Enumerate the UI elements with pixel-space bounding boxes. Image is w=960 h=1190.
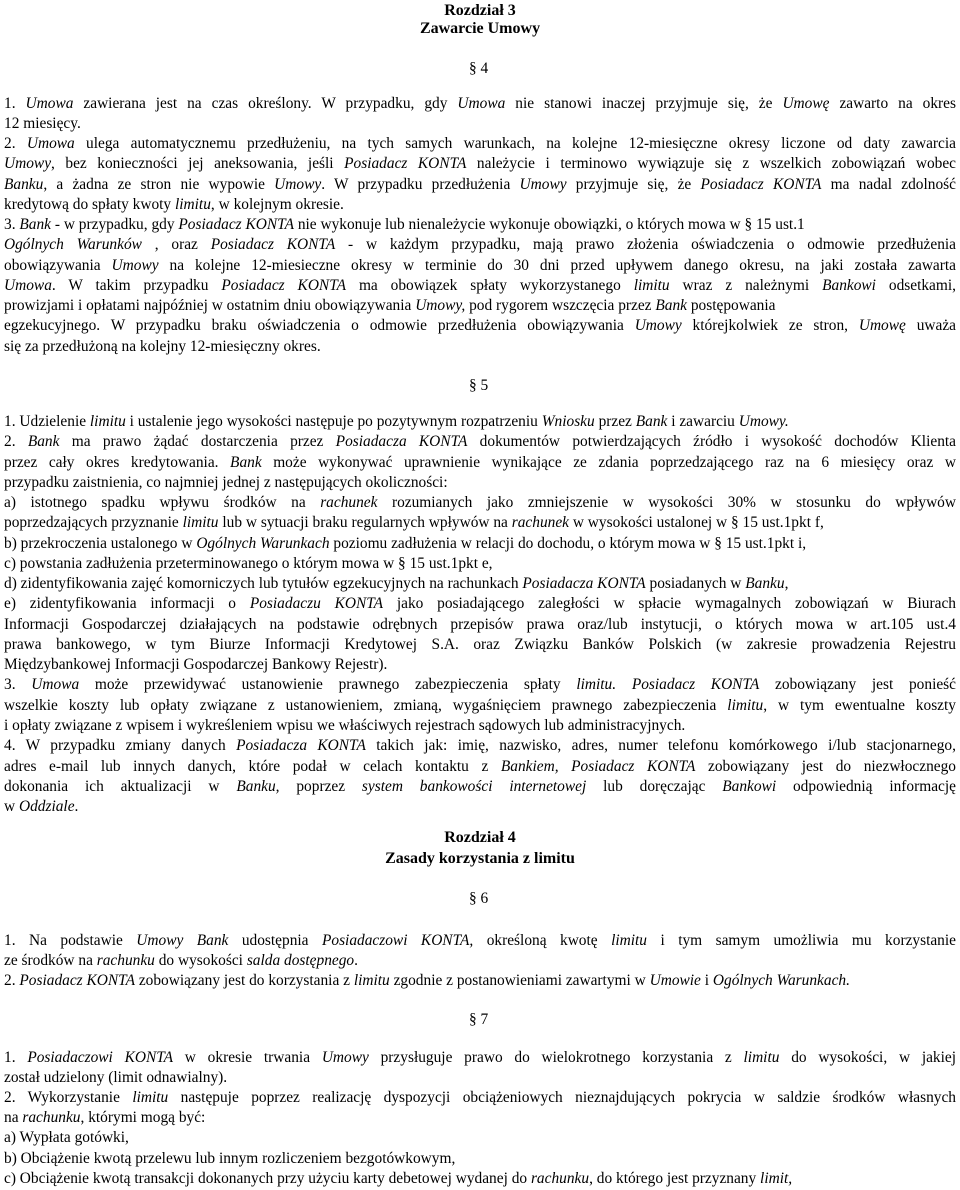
- text-run: 3.: [4, 216, 20, 233]
- italic-term: Banku,: [236, 778, 280, 795]
- text-run: e) zidentyfikowania informacji o: [4, 595, 250, 612]
- text-run: odpowiednią informację: [776, 778, 956, 795]
- text-run: , a żadna ze stron nie wypowie: [43, 176, 275, 193]
- text-run: zawarto na okres: [829, 95, 956, 112]
- paragraph-line: [4, 174, 956, 196]
- text-run: - w każdym przypadku, mają prawo złożenia oświadczenia o odmowie przedłużenia: [335, 236, 956, 253]
- paragraph-line: [4, 492, 956, 514]
- italic-term: rachunku: [96, 952, 155, 969]
- section-number: [469, 375, 509, 397]
- text-run: Międzybankowej Informacji Gospodarczej Bankowy Rejestr).: [4, 656, 388, 673]
- text-run: takich jak: imię, nazwisko, adres, numer telefonu komórkowego i/lub stacjonarnego,: [365, 737, 956, 754]
- text-run: poziomu zadłużenia w relacji do dochodu, o którym mowa w § 15 ust.1pkt i,: [329, 535, 807, 552]
- text-run: 1. Na podstawie: [4, 932, 137, 949]
- paragraph-line: [4, 970, 956, 992]
- paragraph-line: [4, 614, 956, 636]
- text-run: i zawarciu: [667, 413, 739, 430]
- text-run: c) Obciążenie kwotą transakcji dokonanych przy użyciu karty debetowej wydanej do: [4, 1170, 531, 1187]
- text-run: następuje poprzez realizację dyspozycji obciążeniowych nieznajdujących pokrycia w saldzie środków własnych: [168, 1089, 957, 1106]
- text-run: , w kolejnym okresie.: [210, 196, 344, 213]
- text-run: . W przypadku przedłużenia: [321, 176, 520, 193]
- text-run: na: [4, 1109, 23, 1126]
- text-run: i opłaty związane z wpisem i wykreśleniem wpisu we właściwych rejestrach sądowych lub administracyjnych.: [4, 717, 686, 734]
- italic-term: Bank: [635, 413, 668, 430]
- paragraph-line: [4, 930, 956, 952]
- paragraph-line: [4, 472, 956, 494]
- text-run: na kolejne 12-miesieczne okresy w terminie do 30 dni przed upływem danego okresu, na jaki została zawarta: [158, 257, 957, 274]
- paragraph-line: [4, 674, 956, 696]
- text-run: § 5: [469, 377, 489, 394]
- italic-term: Umowy Bank: [136, 932, 229, 949]
- text-run: nie wykonuje lub nienależycie wykonuje obowiązki, o których mowa w § 15 ust.1: [293, 216, 805, 233]
- paragraph-line: [4, 735, 956, 757]
- text-run: dokonania ich aktualizacji w: [4, 778, 237, 795]
- text-run: , oraz: [141, 236, 211, 253]
- paragraph-line: [4, 715, 956, 737]
- paragraph-line: [4, 194, 956, 216]
- text-run: .: [354, 952, 358, 969]
- text-run: posiadanych w: [645, 575, 746, 592]
- italic-term: Umowa: [31, 676, 80, 693]
- text-run: ma prawo żądać dostarczenia przez: [59, 433, 336, 450]
- italic-term: limitu: [727, 697, 764, 714]
- italic-term: Umowy: [4, 155, 52, 172]
- text-run: postępowania: [687, 297, 776, 314]
- paragraph-line: [4, 275, 956, 297]
- italic-term: limitu: [743, 1049, 780, 1066]
- text-run: Rozdział 3: [444, 2, 516, 19]
- italic-term: rachunku: [22, 1109, 81, 1126]
- paragraph-line: [4, 1148, 956, 1170]
- text-run: odsetkami,: [875, 277, 956, 294]
- italic-term: Umowy: [519, 176, 567, 193]
- text-run: rozumianych jako zmniejszenie w wysokości 30% w stosunku do wpływów: [377, 494, 956, 511]
- italic-term: Oddziale: [18, 798, 75, 815]
- italic-term: limit,: [760, 1170, 793, 1187]
- italic-term: Posiadaczowi KONTA: [27, 1049, 174, 1066]
- text-run: zobowiązany jest do korzystania z: [134, 972, 354, 989]
- text-run: a) istotnego spadku wpływu środków na: [4, 494, 321, 511]
- paragraph-line: [4, 654, 956, 676]
- section-number: [469, 888, 509, 910]
- text-run: w okresie trwania: [173, 1049, 322, 1066]
- italic-term: Posiadacz KONTA: [221, 277, 347, 294]
- text-run: i ustalenie jego wysokości następuje po pozytywnym rozpatrzeniu: [125, 413, 542, 430]
- paragraph-line: [4, 295, 956, 317]
- italic-term: Bank: [655, 297, 687, 314]
- text-run: określoną kwotę: [473, 932, 612, 949]
- text-run: do wysokości: [154, 952, 247, 969]
- text-run: obowiązywania: [4, 257, 112, 274]
- paragraph-line: [4, 1047, 956, 1069]
- text-run: 2.: [4, 135, 27, 152]
- italic-term: Umowy.: [738, 413, 789, 430]
- paragraph-line: [4, 573, 956, 595]
- italic-term: Bankiem, Posiadacz KONTA: [500, 758, 696, 775]
- paragraph-line: [4, 533, 956, 555]
- text-run: § 4: [469, 60, 489, 77]
- italic-term: Umowę: [858, 317, 906, 334]
- italic-term: Umowa: [26, 135, 75, 152]
- paragraph-line: [4, 336, 956, 358]
- italic-term: Umowa: [25, 95, 74, 112]
- italic-term: system bankowości internetowej: [361, 778, 587, 795]
- text-run: 1.: [4, 1049, 28, 1066]
- text-run: udostępnia: [228, 932, 322, 949]
- italic-term: Banku: [745, 575, 785, 592]
- paragraph-line: [4, 452, 956, 474]
- text-run: jako posiadającego zaległości w spłacie wymagalnych zobowiązań w Biurach: [383, 595, 956, 612]
- text-run: d) zidentyfikowania zajęć komorniczych lub tytułów egzekucyjnych na rachunkach: [4, 575, 523, 592]
- italic-term: Umowy: [111, 257, 159, 274]
- paragraph-line: [4, 593, 956, 615]
- paragraph-line: [4, 950, 956, 972]
- italic-term: limitu.: [576, 676, 617, 693]
- text-run: adres e-mail lub innych danych, które podał w celach kontaktu z: [4, 758, 501, 775]
- italic-term: Umowy: [634, 317, 682, 334]
- text-run: a) Wypłata gotówki,: [4, 1129, 129, 1146]
- text-run: 2. Wykorzystanie: [4, 1089, 133, 1106]
- italic-term: rachunek: [320, 494, 378, 511]
- paragraph-line: [4, 1107, 956, 1129]
- paragraph-line: [4, 234, 956, 256]
- text-run: prawa bankowego, w tym Biurze Informacji Kredytowej S.A. oraz Związku Banków Polskich (w zakresie prowadzenia Rejestru: [4, 636, 956, 653]
- italic-term: limitu: [89, 413, 126, 430]
- text-run: uważa: [905, 317, 956, 334]
- text-run: prowizjami i opłatami najpóźniej w ostatnim dniu obowiązywania: [4, 297, 416, 314]
- text-run: lub w sytuacji braku regularnych wpływów na: [218, 514, 512, 531]
- paragraph-line: [4, 411, 956, 433]
- text-run: w: [4, 798, 19, 815]
- italic-term: Umowy,: [415, 297, 466, 314]
- italic-term: Posiadacz KONTA: [700, 176, 822, 193]
- text-run: przysługuje prawo do wielokrotnego korzystania z: [368, 1049, 744, 1066]
- paragraph-line: [4, 255, 956, 277]
- section-number: [469, 58, 509, 80]
- paragraph-line: [4, 634, 956, 656]
- italic-term: Posiadacz KONTA: [19, 972, 135, 989]
- paragraph-line: [4, 553, 956, 575]
- text-run: , którymi mogą być:: [80, 1109, 206, 1126]
- text-run: zobowiązany jest do niezwłocznego: [695, 758, 956, 775]
- text-run: do wysokości, w jakiej: [779, 1049, 957, 1066]
- text-run: należycie i terminowo wywiązuje się z wszelkich zobowiązań wobec: [466, 155, 956, 172]
- text-run: . W takim przypadku: [51, 277, 222, 294]
- italic-term: Bank: [230, 454, 262, 471]
- text-run: 2.: [4, 433, 28, 450]
- italic-term: Posiadacz KONTA: [210, 236, 336, 253]
- italic-term: Bank: [27, 433, 60, 450]
- italic-term: Ogólnych Warunkach.: [712, 972, 850, 989]
- text-run: Informacji Gospodarczej działających na podstawie odrębnych przepisów prawa oraz/lub instytucji, o których mowa w art.105 ust.4: [4, 616, 956, 633]
- text-run: egzekucyjnego. W przypadku braku oświadczenia o odmowie przedłużenia obowiązywania: [4, 317, 635, 334]
- text-run: [616, 676, 632, 693]
- paragraph-line: [4, 1087, 956, 1109]
- text-run: - w przypadku, gdy: [51, 216, 179, 233]
- text-run: .: [74, 798, 79, 815]
- italic-term: Posiadacza KONTA: [522, 575, 646, 592]
- text-run: , do którego jest przyznany: [589, 1170, 761, 1187]
- text-run: 2.: [4, 972, 20, 989]
- text-run: c) powstania zadłużenia przeterminowanego o którym mowa w § 15 ust.1pkt e,: [4, 555, 493, 572]
- section-number: [469, 1009, 509, 1031]
- paragraph-line: [4, 776, 956, 798]
- text-run: w wysokości ustalonej w § 15 ust.1pkt f,: [569, 514, 824, 531]
- italic-term: Posiadacza KONTA: [335, 433, 468, 450]
- text-run: którejkolwiek ze stron,: [681, 317, 859, 334]
- text-run: wraz z należnymi: [669, 277, 823, 294]
- paragraph-line: [4, 153, 956, 175]
- paragraph-line: [4, 93, 956, 115]
- italic-term: Bank: [19, 216, 52, 233]
- text-run: zobowiązany jest ponieść: [759, 676, 956, 693]
- text-run: kredytową do spłaty kwoty: [4, 196, 175, 213]
- italic-term: limitu: [353, 972, 390, 989]
- text-run: , w tym ewentualne koszty: [763, 697, 956, 714]
- text-run: 4. W przypadku zmiany danych: [4, 737, 237, 754]
- italic-term: rachunek: [511, 514, 569, 531]
- text-run: ma nadal zdolność: [821, 176, 956, 193]
- italic-term: Bankowi: [822, 277, 876, 294]
- italic-term: limitu: [182, 514, 219, 531]
- italic-term: Ogólnych Warunków: [4, 236, 142, 253]
- text-run: 1. Udzielenie: [4, 413, 90, 430]
- chapter-heading: [4, 18, 956, 40]
- paragraph-line: [4, 796, 956, 818]
- chapter-heading: [4, 848, 956, 870]
- italic-term: Wniosku: [541, 413, 595, 430]
- paragraph-line: [4, 512, 956, 534]
- italic-term: Posiadacza KONTA: [236, 737, 366, 754]
- text-run: ma obowiązek spłaty wykorzystanego: [346, 277, 634, 294]
- text-run: Zasady korzystania z limitu: [385, 850, 575, 867]
- text-run: b) Obciążenie kwotą przelewu lub innym rozliczeniem bezgotówkowym,: [4, 1150, 456, 1167]
- text-run: ulega automatycznemu przedłużeniu, na tych samych warunkach, na kolejne 12-miesięczne okresy liczone od daty zawarcia: [74, 135, 956, 152]
- italic-term: Umowy: [321, 1049, 369, 1066]
- chapter-heading: [4, 827, 956, 849]
- italic-term: limitu: [174, 196, 211, 213]
- text-run: i tym samym umożliwia mu korzystanie: [647, 932, 956, 949]
- italic-term: rachunku: [530, 1170, 590, 1187]
- italic-term: limitu: [633, 277, 670, 294]
- text-run: zgodnie z postanowieniami zawartymi w: [389, 972, 650, 989]
- text-run: ,: [784, 575, 789, 592]
- text-run: § 7: [469, 1011, 489, 1028]
- italic-term: Banku: [4, 176, 44, 193]
- paragraph-line: [4, 133, 956, 155]
- text-run: poprzedzających przyznanie: [4, 514, 183, 531]
- italic-term: Posiadaczowi KONTA,: [321, 932, 474, 949]
- italic-term: Umowy: [274, 176, 322, 193]
- italic-term: limitu: [611, 932, 647, 949]
- text-run: Rozdział 4: [444, 829, 516, 846]
- italic-term: Umowa: [457, 95, 506, 112]
- text-run: , bez konieczności jej aneksowania, jeśli: [51, 155, 345, 172]
- italic-term: Umowa: [4, 277, 52, 294]
- text-run: 1.: [4, 95, 26, 112]
- text-run: dokumentów potwierdzających źródło i wysokość dochodów Klienta: [467, 433, 956, 450]
- italic-term: Ogólnych Warunkach: [196, 535, 330, 552]
- italic-term: Bankowi: [722, 778, 777, 795]
- text-run: przez cały okres kredytowania.: [4, 454, 231, 471]
- italic-term: Umowę: [782, 95, 830, 112]
- italic-term: Posiadacz KONTA: [344, 155, 467, 172]
- text-run: został udzielony (limit odnawialny).: [4, 1069, 228, 1086]
- italic-term: Posiadacz KONTA: [178, 216, 294, 233]
- text-run: i: [700, 972, 713, 989]
- text-run: pod rygorem wszczęcia przez: [465, 297, 656, 314]
- text-run: przyjmuje się, że: [566, 176, 701, 193]
- text-run: wszelkie koszty lub opłaty związane z ustanowieniem, zmianą, wygaśnięciem prawnego zabezpieczenia: [4, 697, 728, 714]
- italic-term: Posiadaczu KONTA: [249, 595, 384, 612]
- text-run: § 6: [469, 890, 489, 907]
- paragraph-line: [4, 1127, 956, 1149]
- text-run: może przewidywać ustanowienie prawnego zabezpieczenia spłaty: [79, 676, 577, 693]
- text-run: ze środków na: [4, 952, 97, 969]
- paragraph-line: [4, 1067, 956, 1089]
- text-run: nie stanowi inaczej przyjmuje się, że: [505, 95, 783, 112]
- paragraph-line: [4, 695, 956, 717]
- paragraph-line: [4, 315, 956, 337]
- paragraph-line: [4, 1168, 956, 1190]
- paragraph-line: [4, 113, 956, 135]
- text-run: lub doręczając: [586, 778, 723, 795]
- italic-term: limitu: [132, 1089, 169, 1106]
- paragraph-line: [4, 431, 956, 453]
- text-run: poprzez: [279, 778, 362, 795]
- text-run: Zawarcie Umowy: [419, 20, 541, 37]
- text-run: może wykonywać uprawnienie wynikające ze zdania poprzedzającego raz na 6 miesięcy oraz w: [261, 454, 956, 471]
- text-run: b) przekroczenia ustalonego w: [4, 535, 197, 552]
- paragraph-line: [4, 756, 956, 778]
- text-run: przez: [594, 413, 636, 430]
- italic-term: Posiadacz KONTA: [631, 676, 760, 693]
- paragraph-line: [4, 214, 956, 236]
- text-run: 3.: [4, 676, 32, 693]
- text-run: się za przedłużoną na kolejny 12-miesięczny okres.: [4, 338, 321, 355]
- italic-term: salda dostępnego: [246, 952, 355, 969]
- italic-term: Umowie: [649, 972, 701, 989]
- text-run: 12 miesięcy.: [4, 115, 81, 132]
- text-run: przypadku zaistnienia, co najmniej jednej z następujących okoliczności:: [4, 474, 448, 491]
- text-run: zawierana jest na czas określony. W przypadku, gdy: [73, 95, 458, 112]
